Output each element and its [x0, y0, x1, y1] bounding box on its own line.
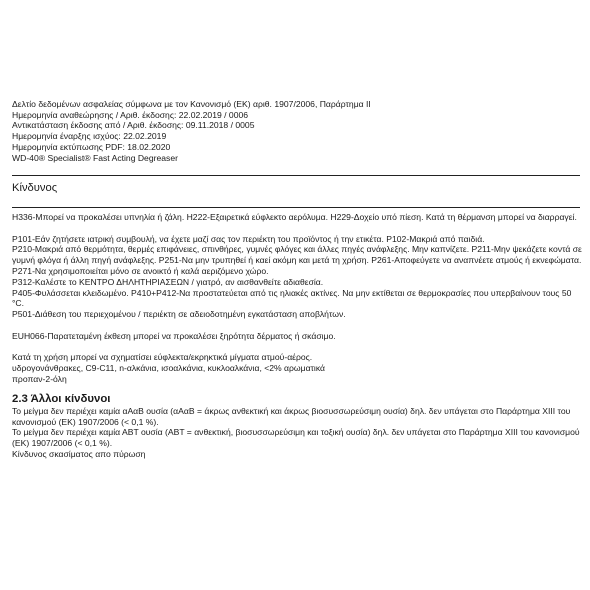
header-divider	[12, 175, 580, 176]
mixture-component-propanol: προπαν-2-όλη	[12, 373, 67, 384]
section-2-3-heading: 2.3 Άλλοι κίνδυνοι	[12, 392, 111, 405]
header-regulation-line: Δελτίο δεδομένων ασφαλείας σύμφωνα με τον Κανονισμό (ΕΚ) αριθ. 1907/2006, Παράρτημα ΙΙ	[12, 99, 371, 109]
euh-statement: EUH066-Παρατεταμένη έκθεση μπορεί να προκαλέσει ξηρότητα δέρματος ή σκάσιμο.	[12, 330, 336, 341]
header-revision-date: Ημερομηνία αναθεώρησης / Αριθ. έκδοσης: 22.02.2019 / 0006	[12, 109, 249, 120]
signal-word-divider	[12, 207, 580, 208]
other-hazards	[12, 406, 582, 460]
other-hazards-burst: Κίνδυνος σκασίματος απο πύρωση	[12, 448, 146, 459]
mixture-flammability-note: Κατά τη χρήση μπορεί να σχηματίσει εύφλεκτα/εκρηκτικά μίγματα ατμού-αέρος.	[12, 352, 313, 363]
other-hazards-vpvb: Το μείγμα δεν περιέχει καμία αΑαΒ ουσία (αΑαΒ = άκρως ανθεκτική και άκρως βιοσυσσωρεύσιμη ουσία) δηλ. δεν υπάγεται στο Παράρτημα XIII του κανονισμού (ΕΚ) 1907/2006 (< 0,1 %).	[12, 405, 571, 427]
precautionary-prevention: P210-Μακριά από θερμότητα, θερμές επιφάνειες, σπινθήρες, γυμνές φλόγες και άλλες πηγές ανάφλεξης. Μην καπνίζετε. P211-Μην ψεκάζετε κοντά σε γυμνή φλόγα ή άλλη πηγή ανάφλεξης. P251-Να μην τρυπηθεί ή καεί ακόμη και μετά τη χρήση. P261-Αποφεύγετε να αναπνέετε ατμούς ή εκνεφώματα. P271-Να χρησιμοποιείται μόνο σε ανοικτό ή καλά αεριζόμενο χώρο.	[12, 244, 582, 276]
signal-word: Κίνδυνος	[12, 182, 58, 194]
other-hazards-pbt: Το μείγμα δεν περιέχει καμία ΑΒΤ ουσία (ΑΒΤ = ανθεκτική, βιοσυσσωρεύσιμη και τοξική ουσία) δηλ. δεν υπάγεται στο Παράρτημα XIII του κανονισμού (ΕΚ) 1907/2006 (< 0,1 %).	[12, 427, 580, 449]
precautionary-disposal: P501-Διάθεση του περιεχομένου / περιέκτη σε αδειοδοτημένη εγκατάσταση αποβλήτων.	[12, 309, 346, 320]
header-replaces-version: Αντικατάσταση έκδοσης από / Αριθ. έκδοσης: 09.11.2018 / 0005	[12, 120, 255, 131]
header-print-date: Ημερομηνία εκτύπωσης PDF: 18.02.2020	[12, 141, 171, 152]
precautionary-statements	[12, 234, 582, 320]
mixture-notes	[12, 352, 582, 384]
header-effective-date: Ημερομηνία έναρξης ισχύος: 22.02.2019	[12, 131, 167, 142]
hazard-statements: H336-Μπορεί να προκαλέσει υπνηλία ή ζάλη. H222-Εξαιρετικά εύφλεκτο αερόλυμα. H229-Δοχείο υπό πίεση. Κατά τη θέρμανση μπορεί να διαρραγεί.	[12, 212, 577, 222]
mixture-component-hydrocarbons: υδρογονάνθρακες, C9-C11, n-αλκάνια, ισοαλκάνια, κυκλοαλκάνια, <2% αρωματικά	[12, 363, 325, 374]
document-header	[12, 99, 582, 163]
precautionary-general: P101-Εάν ζητήσετε ιατρική συμβουλή, να έχετε μαζί σας τον περιέκτη του προϊόντος ή την ετικέτα. P102-Μακριά από παιδιά.	[12, 233, 485, 244]
precautionary-response: P312-Καλέστε το ΚΕΝΤΡΟ ΔΗΛΗΤΗΡΙΑΣΕΩΝ / γιατρό, αν αισθανθείτε αδιαθεσία.	[12, 276, 324, 287]
document-body	[12, 212, 582, 460]
precautionary-storage: P405-Φυλάσσεται κλειδωμένο. P410+P412-Να προστατεύεται από τις ηλιακές ακτίνες. Να μην εκτίθεται σε θερμοκρασίες που υπερβαίνουν τους 50 °C.	[12, 287, 572, 309]
header-product-name: WD-40® Specialist® Fast Acting Degreaser	[12, 152, 178, 163]
